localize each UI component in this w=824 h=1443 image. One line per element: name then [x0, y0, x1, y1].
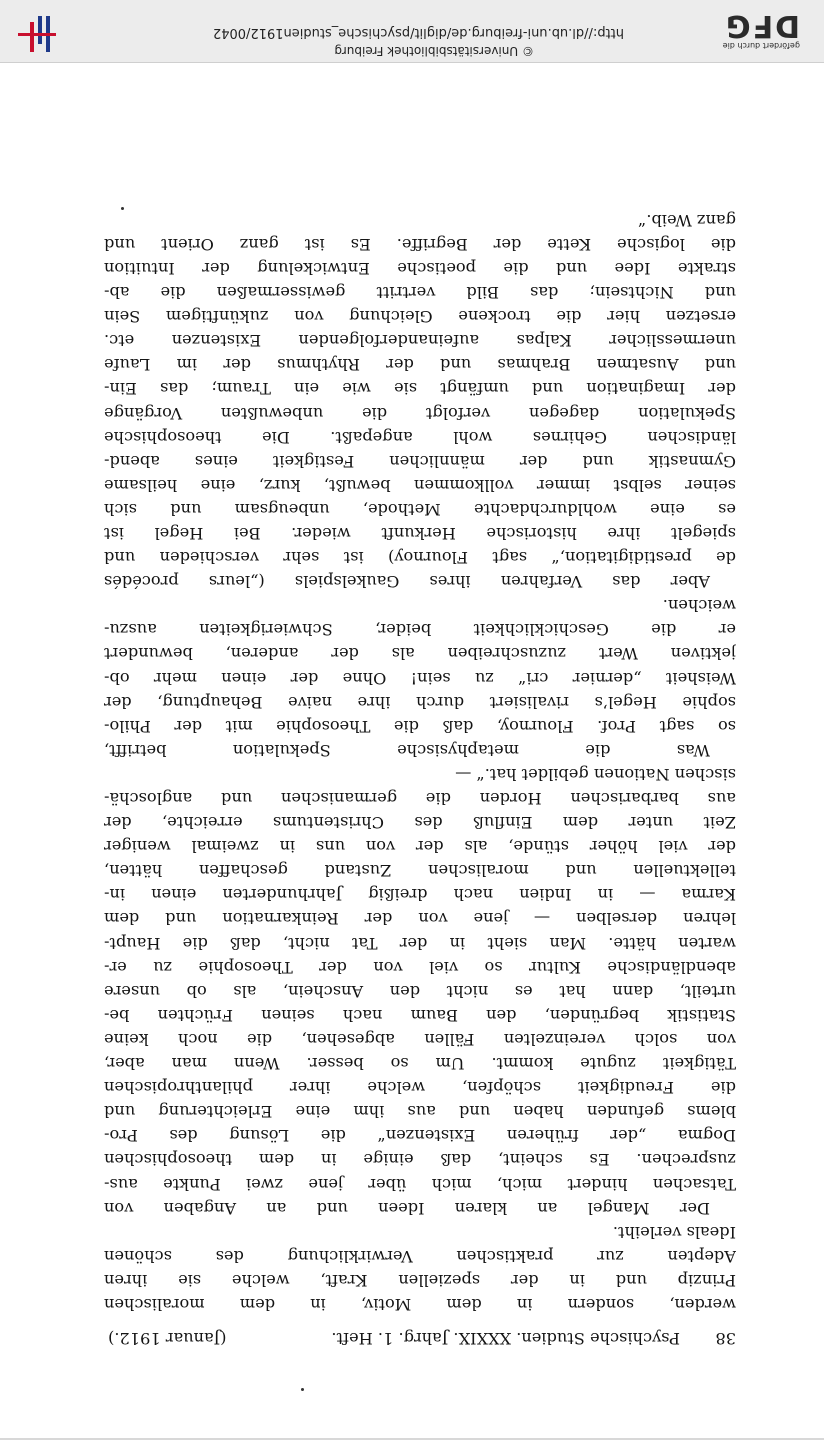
- text-line: Karma — in Indien nach dreißig Jahrhunderten einen in-: [104, 885, 736, 905]
- text-line: spiegelt ihre historische Herkunft wieder. Bei Hegel ist: [104, 524, 736, 543]
- dfg-wordmark: DFG: [723, 8, 800, 43]
- text-line: jektiven Wert zuzuschreiben als der anderen, bewundert: [104, 644, 736, 664]
- document-page: [104, 208, 736, 1350]
- text-line: strakte Idee und die poetische Entwickelung der Intuition: [104, 258, 736, 278]
- text-line: Spekulation dagegen verfolgt die unbewußten Vorgänge: [104, 403, 736, 423]
- text-line: die Freudigkeit schöpfen, welche ihrer philanthropischen: [104, 1078, 736, 1098]
- dfg-funding-label: gefördert durch die: [722, 41, 800, 50]
- text-line: aus barbarischen Horden die germanischen und angloschä-: [104, 789, 736, 809]
- text-line: Ideals verleiht.: [612, 1222, 736, 1242]
- text-line: zusprechen. Es scheint, daß einige in dem theosophischen: [104, 1150, 736, 1170]
- body-text: [104, 208, 736, 1316]
- text-line: Tätigkeit zugute kommt. Um so besser. Wenn man aber,: [104, 1054, 736, 1074]
- text-line: und Nichtsein; das Bild vertritt gewissermaßen die ab-: [104, 283, 736, 303]
- text-line: Dogma „der früheren Existenzen“ die Lösung des Pro-: [104, 1126, 736, 1146]
- text-line: der Imagination und umfängt sie wie ein Traum; das Ein-: [104, 379, 736, 399]
- page-number: 38: [715, 1329, 736, 1348]
- text-line: der viel höher stünde, als der von uns in zweimal weniger: [104, 837, 736, 857]
- text-line: blems gefunden haben und aus ihm eine Erleichterung und: [104, 1102, 736, 1122]
- text-line: de prestidigitation,“ sagt Flournoy) ist sehr verschieden und: [104, 548, 736, 568]
- text-line: Was die metaphysische Spekulation betrifft,: [104, 740, 710, 760]
- source-url[interactable]: http://dl.ub.uni-freiburg.de/diglit/psychische_studien1912/0042: [212, 25, 624, 40]
- issue-date: (Januar 1912.): [108, 1329, 227, 1348]
- copyright-notice: © Universitätsbibliothek Freiburg: [334, 44, 534, 58]
- text-line: Tatsachen hindert mich, mich über jene zwei Punkte aus-: [104, 1174, 736, 1194]
- text-line: ganz Weib.“: [638, 210, 736, 230]
- text-line: weichen.: [662, 596, 736, 616]
- text-line: Aber das Verfahren ihres Gaukelspiels („leurs procédés: [104, 572, 710, 592]
- text-line: Adepten zur praktischen Verwirklichung des schönen: [104, 1246, 736, 1266]
- text-line: Weisheit „dernier cri“ zu sein! Ohne der einen mehr ob-: [104, 668, 736, 688]
- text-line: abendländische Kultur so viel von der Theosophie zu er-: [104, 957, 736, 977]
- text-line: seiner selbst immer vollkommen bewußt, kurz, eine heilsame: [104, 475, 736, 495]
- paragraph: [104, 593, 736, 762]
- running-title: Psychische Studien. XXXIX. Jahrg. 1. Heft.: [331, 1329, 680, 1348]
- page-edge-rule: [0, 1438, 824, 1440]
- paragraph: [104, 1220, 736, 1316]
- text-line: tellektuellen und moralischen Zustand geschaffen hätten,: [104, 861, 736, 881]
- text-line: so sagt Prof. Flournoy, daß die Theosophie mit der Philo-: [104, 716, 736, 736]
- text-line: unermesslicher Kalpas aufeinanderfolgenden Existenzen etc.: [104, 331, 736, 351]
- text-line: Der Mangel an klaren Ideen und an Angaben von: [104, 1198, 710, 1218]
- text-line: werden, sondern in dem Motiv, in dem moralischen: [104, 1295, 736, 1314]
- footer-bar: [0, 0, 824, 63]
- text-line: urteilt, dann hat es nicht den Anschein, als ob unsere: [104, 981, 736, 1001]
- text-line: lehren derselben — jene von der Reinkarnation und dem: [104, 909, 736, 929]
- text-line: Zeit unter dem Einfluß des Christentums erreichte, der: [104, 813, 736, 833]
- page-header: [104, 1326, 736, 1350]
- text-line: es eine wohldurchdachte Methode, unbeugsam und sich: [104, 499, 736, 519]
- text-line: er die Geschicklichkeit beider, Schwierigkeiten auszu-: [104, 620, 736, 640]
- text-line: ersetzen hier die trockene Gleichung von zukünftigem Sein: [104, 307, 736, 327]
- text-line: warten hätte. Man sieht in der Tat nicht, daß die Haupt-: [104, 933, 736, 953]
- text-line: sophie Hegel’s rivalisiert durch ihre naive Behauptung, der: [104, 692, 736, 712]
- ub-freiburg-logo-icon: [18, 16, 56, 52]
- paragraph: [104, 208, 736, 594]
- dfg-logo: [723, 9, 800, 50]
- text-line: und Ausatmen Brahmas und der Rhythmus der im Laufe: [104, 355, 736, 375]
- text-line: ländischen Gehirnes wohl angepaßt. Die theosophische: [104, 427, 736, 447]
- text-line: Prinzip und in der speziellen Kraft, welche sie ihren: [104, 1270, 736, 1290]
- text-line: Statistik begründen, den Baum nach seinen Früchten be-: [104, 1005, 736, 1025]
- paragraph: [104, 762, 736, 1220]
- text-line: sischen Nationen gebildet hat.“ —: [455, 764, 736, 784]
- text-line: Gymnastik und der männlichen Festigkeit eines abend-: [104, 451, 736, 471]
- text-line: von solch vereinzelten Fällen abgesehen, die noch keine: [104, 1029, 736, 1049]
- text-line: die logische Kette der Begriffe. Es ist ganz Orient und: [104, 234, 736, 254]
